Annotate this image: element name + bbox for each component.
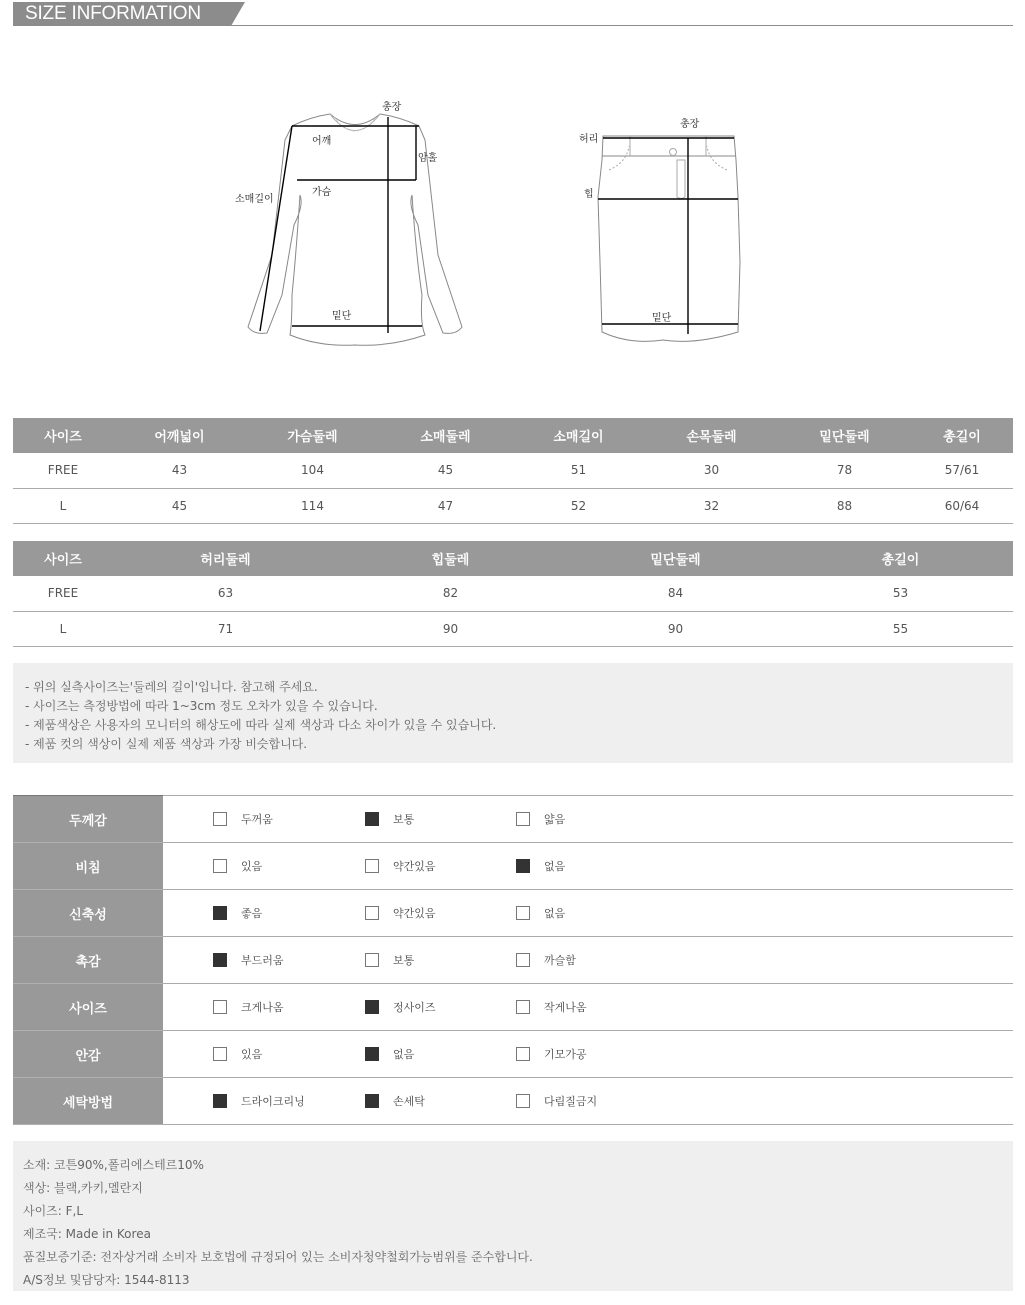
header-divider <box>13 25 1013 26</box>
table-cell: 51 <box>512 453 645 488</box>
table-cell: 82 <box>338 576 563 611</box>
feature-option-label: 다림질금지 <box>544 1095 598 1108</box>
feature-row <box>13 1031 1013 1078</box>
table-cell: 57/61 <box>911 453 1013 488</box>
feature-options <box>163 843 1013 890</box>
top-size-diagram <box>230 95 480 350</box>
table-header-row <box>13 541 1013 576</box>
header-cell: 가슴둘레 <box>246 418 379 453</box>
feature-option-label: 드라이크리닝 <box>241 1095 305 1108</box>
feature-option-label: 정사이즈 <box>393 1001 436 1014</box>
feature-row <box>13 984 1013 1031</box>
skirt-waist-label: 허리 <box>579 134 599 145</box>
feature-option-label: 얇음 <box>544 813 566 826</box>
feature-option-label: 없음 <box>393 1048 415 1061</box>
feature-option <box>213 1046 262 1062</box>
unchecked-checkbox <box>516 1000 530 1014</box>
table-cell: 53 <box>788 576 1013 611</box>
feature-option <box>516 905 565 921</box>
header-cell: 어깨넓이 <box>113 418 246 453</box>
note-line: - 제품 컷의 색상이 실제 제품 색상과 가장 비슷합니다. <box>25 737 308 751</box>
top-sleeve-label: 소매길이 <box>235 194 274 205</box>
feature-option-label: 없음 <box>544 860 566 873</box>
feature-option <box>365 858 436 874</box>
header-cell: 밑단둘레 <box>778 418 911 453</box>
info-origin: 제조국: Made in Korea <box>23 1227 151 1241</box>
unchecked-checkbox <box>213 859 227 873</box>
info-size: 사이즈: F,L <box>23 1204 84 1218</box>
table-cell: 114 <box>246 488 379 523</box>
feature-options <box>163 796 1013 843</box>
info-color: 색상: 블랙,카키,멜란지 <box>23 1181 143 1195</box>
header-cell: 손목둘레 <box>645 418 778 453</box>
feature-option-label: 있음 <box>241 860 263 873</box>
feature-label: 안감 <box>13 1031 163 1078</box>
unchecked-checkbox <box>213 812 227 826</box>
table-row <box>13 611 1013 646</box>
feature-label: 신축성 <box>13 890 163 937</box>
unchecked-checkbox <box>516 1047 530 1061</box>
feature-option <box>516 952 576 968</box>
header-cell: 사이즈 <box>13 541 113 576</box>
feature-label: 사이즈 <box>13 984 163 1031</box>
table-cell: 78 <box>778 453 911 488</box>
header-cell: 총길이 <box>788 541 1013 576</box>
feature-option-label: 보통 <box>393 813 415 826</box>
note-line: - 사이즈는 측정방법에 따라 1~3cm 정도 오차가 있을 수 있습니다. <box>25 699 378 713</box>
checked-checkbox <box>516 859 530 873</box>
unchecked-checkbox <box>516 906 530 920</box>
table-cell: 32 <box>645 488 778 523</box>
feature-options <box>163 1031 1013 1078</box>
table-cell: 52 <box>512 488 645 523</box>
feature-option <box>516 1093 597 1109</box>
unchecked-checkbox <box>516 1094 530 1108</box>
info-as-contact: A/S정보 및담당자: 1544-8113 <box>23 1273 190 1287</box>
feature-option <box>365 952 414 968</box>
feature-option-label: 두꺼움 <box>241 813 273 826</box>
header-cell: 소매길이 <box>512 418 645 453</box>
skirt-hem-label: 밑단 <box>652 313 672 324</box>
table-cell: FREE <box>13 453 113 488</box>
feature-row <box>13 1078 1013 1125</box>
top-illustration <box>230 95 480 350</box>
table-cell: 43 <box>113 453 246 488</box>
top-shoulder-label: 어깨 <box>312 136 332 147</box>
unchecked-checkbox <box>516 953 530 967</box>
table-cell: 45 <box>379 453 512 488</box>
feature-label: 촉감 <box>13 937 163 984</box>
table-cell: 104 <box>246 453 379 488</box>
product-info <box>13 1141 1013 1291</box>
skirt-size-table <box>13 541 1013 647</box>
table-cell: 71 <box>113 611 338 646</box>
feature-option-label: 까슬함 <box>544 954 576 967</box>
table-row <box>13 576 1013 611</box>
feature-option <box>516 858 565 874</box>
feature-option-label: 기모가공 <box>544 1048 587 1061</box>
feature-options <box>163 937 1013 984</box>
feature-row <box>13 796 1013 843</box>
checked-checkbox <box>365 1000 379 1014</box>
unchecked-checkbox <box>213 1047 227 1061</box>
feature-option <box>516 1046 587 1062</box>
top-hem-label: 밑단 <box>332 311 352 322</box>
table-cell: 63 <box>113 576 338 611</box>
feature-row <box>13 843 1013 890</box>
top-size-table <box>13 418 1013 524</box>
feature-option <box>516 999 587 1015</box>
table-row <box>13 453 1013 488</box>
top-chest-label: 가슴 <box>312 187 332 198</box>
skirt-length-label: 총장 <box>680 119 700 130</box>
section-header-tab <box>13 2 231 26</box>
feature-options <box>163 890 1013 937</box>
table-cell: 84 <box>563 576 788 611</box>
checked-checkbox <box>365 812 379 826</box>
feature-option-label: 크게나옴 <box>241 1001 284 1014</box>
feature-option-label: 좋음 <box>241 907 263 920</box>
table-cell: L <box>13 611 113 646</box>
feature-option <box>365 811 414 827</box>
section-title: SIZE INFORMATION <box>25 3 201 24</box>
checked-checkbox <box>213 953 227 967</box>
feature-row <box>13 937 1013 984</box>
feature-option-label: 손세탁 <box>393 1095 425 1108</box>
feature-option-label: 약간있음 <box>393 860 436 873</box>
header-cell: 허리둘레 <box>113 541 338 576</box>
table-cell: 90 <box>338 611 563 646</box>
feature-option <box>365 1093 425 1109</box>
table-row <box>13 488 1013 523</box>
checked-checkbox <box>365 1094 379 1108</box>
feature-label: 두께감 <box>13 796 163 843</box>
top-armhole-label: 암홀 <box>418 153 438 164</box>
feature-option-label: 약간있음 <box>393 907 436 920</box>
feature-option <box>213 952 284 968</box>
measurement-notes <box>13 663 1013 763</box>
feature-option <box>213 858 262 874</box>
note-line: - 위의 실측사이즈는'둘레의 길이'입니다. 참고해 주세요. <box>25 680 318 694</box>
table-cell: FREE <box>13 576 113 611</box>
feature-option-label: 없음 <box>544 907 566 920</box>
feature-label: 비침 <box>13 843 163 890</box>
unchecked-checkbox <box>213 1000 227 1014</box>
info-material: 소재: 코튼90%,폴리에스테르10% <box>23 1158 204 1172</box>
feature-option-label: 있음 <box>241 1048 263 1061</box>
header-cell: 힙둘레 <box>338 541 563 576</box>
feature-options <box>163 984 1013 1031</box>
feature-option <box>516 811 565 827</box>
header-cell: 소매둘레 <box>379 418 512 453</box>
table-cell: 88 <box>778 488 911 523</box>
table-cell: L <box>13 488 113 523</box>
feature-option <box>213 999 284 1015</box>
header-cell: 총길이 <box>911 418 1013 453</box>
checked-checkbox <box>213 1094 227 1108</box>
feature-option <box>213 1093 305 1109</box>
skirt-size-diagram <box>575 112 750 347</box>
top-length-label: 총장 <box>382 102 402 113</box>
checked-checkbox <box>365 1047 379 1061</box>
table-cell: 30 <box>645 453 778 488</box>
unchecked-checkbox <box>516 812 530 826</box>
feature-option <box>365 905 436 921</box>
feature-options <box>163 1078 1013 1125</box>
feature-option-label: 부드러움 <box>241 954 284 967</box>
feature-option <box>213 905 262 921</box>
table-cell: 47 <box>379 488 512 523</box>
checked-checkbox <box>213 906 227 920</box>
header-cell: 밑단둘레 <box>563 541 788 576</box>
unchecked-checkbox <box>365 953 379 967</box>
header-cell: 사이즈 <box>13 418 113 453</box>
feature-option <box>213 811 273 827</box>
note-line: - 제품색상은 사용자의 모니터의 해상도에 따라 실제 색상과 다소 차이가 있을 수 있습니다. <box>25 718 497 732</box>
table-header-row <box>13 418 1013 453</box>
table-cell: 55 <box>788 611 1013 646</box>
feature-option <box>365 1046 414 1062</box>
feature-option <box>365 999 436 1015</box>
section-header <box>13 0 1013 27</box>
info-quality: 품질보증기준: 전자상거래 소비자 보호법에 규정되어 있는 소비자청약철회가능범위를 준수합니다. <box>23 1250 533 1264</box>
table-cell: 45 <box>113 488 246 523</box>
skirt-hip-label: 힙 <box>584 189 594 200</box>
table-cell: 90 <box>563 611 788 646</box>
feature-label: 세탁방법 <box>13 1078 163 1125</box>
table-cell: 60/64 <box>911 488 1013 523</box>
feature-option-label: 작게나옴 <box>544 1001 587 1014</box>
unchecked-checkbox <box>365 859 379 873</box>
feature-row <box>13 890 1013 937</box>
feature-option-label: 보통 <box>393 954 415 967</box>
fabric-feature-table <box>13 795 1013 1125</box>
unchecked-checkbox <box>365 906 379 920</box>
